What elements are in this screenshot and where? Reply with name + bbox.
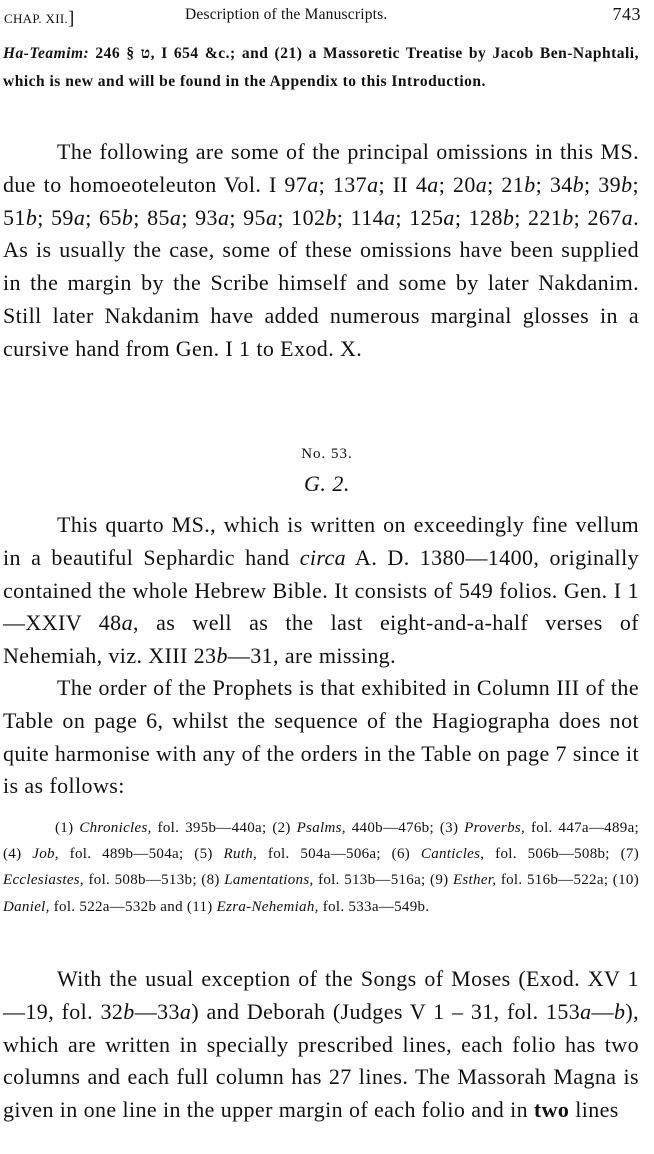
paragraph-songs [3, 963, 639, 1127]
text: ; 20 [438, 171, 476, 197]
text: — [591, 998, 614, 1024]
text: ; 51 [3, 171, 640, 230]
emphasis-two: two [533, 1097, 570, 1123]
folio-side: a [73, 204, 86, 230]
folio-side: b [121, 204, 134, 230]
text: ; 125 [395, 204, 444, 230]
hagiographa-order [3, 815, 639, 920]
item-number: (1) [55, 820, 80, 836]
text: ; 59 [37, 204, 74, 230]
section-number: No. 53. [301, 446, 353, 462]
folio-side: b [621, 171, 633, 197]
folio-side: b [25, 204, 38, 230]
text: —31, are missing. [227, 643, 396, 669]
running-head [4, 4, 644, 29]
folio-range: fol. 447a—489a; (4) [3, 820, 639, 863]
folio-side: a [217, 204, 230, 230]
folio-side: a [169, 204, 182, 230]
page-number: 743 [612, 4, 641, 24]
folio-range: 440b—476b; (3) [345, 820, 465, 836]
book-name: Ecclesiastes, [3, 872, 84, 889]
folio-range: fol. 506b—508b; (7) [484, 846, 639, 863]
text: ; 39 [584, 171, 622, 197]
folio-side: a [443, 204, 455, 230]
text: ) and Deborah (Judges V 1 – 31, fol. 153 [191, 998, 581, 1024]
text: , as well as the last eight-and-a-half verses of Nehemiah, viz. XIII 23 [3, 610, 639, 669]
book-name: Canticles, [420, 846, 485, 863]
book-name: Proverbs, [464, 820, 526, 836]
book-name: Ruth, [223, 846, 258, 863]
folio-side: b [572, 171, 585, 197]
text: ; 114 [336, 204, 384, 230]
running-title: Description of the Manuscripts. [185, 6, 388, 23]
folio-range: fol. 522a—532b and (11) [49, 898, 217, 915]
text: ; 221 [514, 204, 563, 230]
folio-side: a [384, 204, 396, 230]
book-name: Job, [32, 846, 59, 863]
chapter-label [4, 7, 75, 29]
folio-side: a [580, 998, 592, 1024]
paragraph-prophets [3, 672, 639, 803]
text: A. D. 1380—1400, originally contained the whole Hebrew Bible. It consists of 549 folios. Gen. I 1—XXIV 48 [3, 544, 639, 636]
paragraph-omissions [3, 136, 639, 366]
folio-range: fol. 489b—504a; (5) [58, 846, 224, 863]
chapter-text: CHAP. XII. [4, 11, 69, 26]
paragraph-quarto [3, 509, 639, 673]
book-name: Psalms, [296, 820, 346, 836]
folio-side: b [524, 171, 536, 197]
folio-range: fol. 533a—549b. [318, 898, 430, 915]
folio-range: fol. 508b—513b; (8) [83, 872, 225, 889]
book-name: Daniel, [3, 898, 50, 915]
folio-side: a [475, 171, 488, 197]
folio-side: a [179, 998, 192, 1024]
folio-side: a [427, 171, 439, 197]
book-name: Chronicles, [79, 820, 152, 836]
paragraph-ha-teamim [3, 40, 639, 96]
text: ; 95 [229, 204, 266, 230]
text: ; II 4 [378, 171, 428, 197]
folio-side: b [123, 998, 135, 1024]
folio-side: b [502, 204, 515, 230]
text: With the usual exception of the Songs of Moses (Exod. XV 1—19, fol. 32 [3, 966, 639, 1024]
text: ; 65 [85, 204, 122, 230]
circa: circa [299, 544, 347, 570]
folio-side: a [265, 204, 278, 230]
folio-side: a [121, 610, 133, 636]
folio-range: fol. 513b—516a; (9) [313, 872, 453, 889]
ha-teamim-label: Ha-Teamim: [3, 45, 90, 62]
text: ; 34 [535, 171, 573, 197]
text: ; 21 [487, 171, 525, 197]
folio-side: b [325, 204, 337, 230]
chapter-bracket: ] [68, 8, 75, 29]
text: ; 85 [133, 204, 170, 230]
folio-range: fol. 516b—522a; (10) [496, 872, 639, 889]
text: The following are some of the principal omissions in this MS. due to homoeoteleuton Vol. I 97 [3, 139, 639, 197]
folio-side: b [613, 998, 626, 1024]
text: . As is usually the case, some of these omissions have been supplied in the margin by the Scribe himself and some by later Nakdanim. Still later Nakdanim have added numerous marginal glosses in a cursive hand from Gen. I 1 to Exod. X. [3, 204, 639, 361]
text: lines [569, 1097, 619, 1123]
folio-side: a [621, 204, 634, 230]
text: ; 93 [181, 204, 218, 230]
book-name: Lamentations, [224, 872, 314, 889]
folio-side: b [216, 643, 228, 669]
text: ; 267 [573, 204, 622, 230]
section-shelfmark: G. 2. [304, 471, 350, 496]
text: ), which are written in specially prescribed lines, each folio has two columns and each full column has 27 lines. The Massorah Magna is given in one line in the upper margin of each folio and in [3, 998, 639, 1123]
text: ; 128 [454, 204, 503, 230]
text: —33 [134, 998, 180, 1024]
folio-side: a [367, 171, 379, 197]
folio-range: fol. 504a—506a; (6) [257, 846, 421, 863]
folio-range: fol. 395b—440a; (2) [151, 820, 297, 836]
folio-side: a [307, 171, 319, 197]
book-name: Ezra-Nehemiah, [216, 898, 319, 915]
ha-teamim-text: ט § 246, I 654 &c.; and (21) a Massoretic Treatise by Jacob Ben-Naphtali, which is new and will be found in the Appendix to this Introduction. [3, 45, 639, 90]
folio-side: b [562, 204, 574, 230]
text: ; 102 [277, 204, 326, 230]
text: The order of the Prophets is that exhibited in Column III of the Table on page 6, whilst the sequence of the Hagiographa does not quite harmonise with any of the orders in the Table on page 7 since it is as follows: [3, 675, 639, 799]
text: ; 137 [318, 171, 368, 197]
book-name: Esther, [452, 872, 497, 889]
text: This quarto MS., which is written on exceedingly fine vellum in a beautiful Sephardic hand [3, 512, 639, 570]
